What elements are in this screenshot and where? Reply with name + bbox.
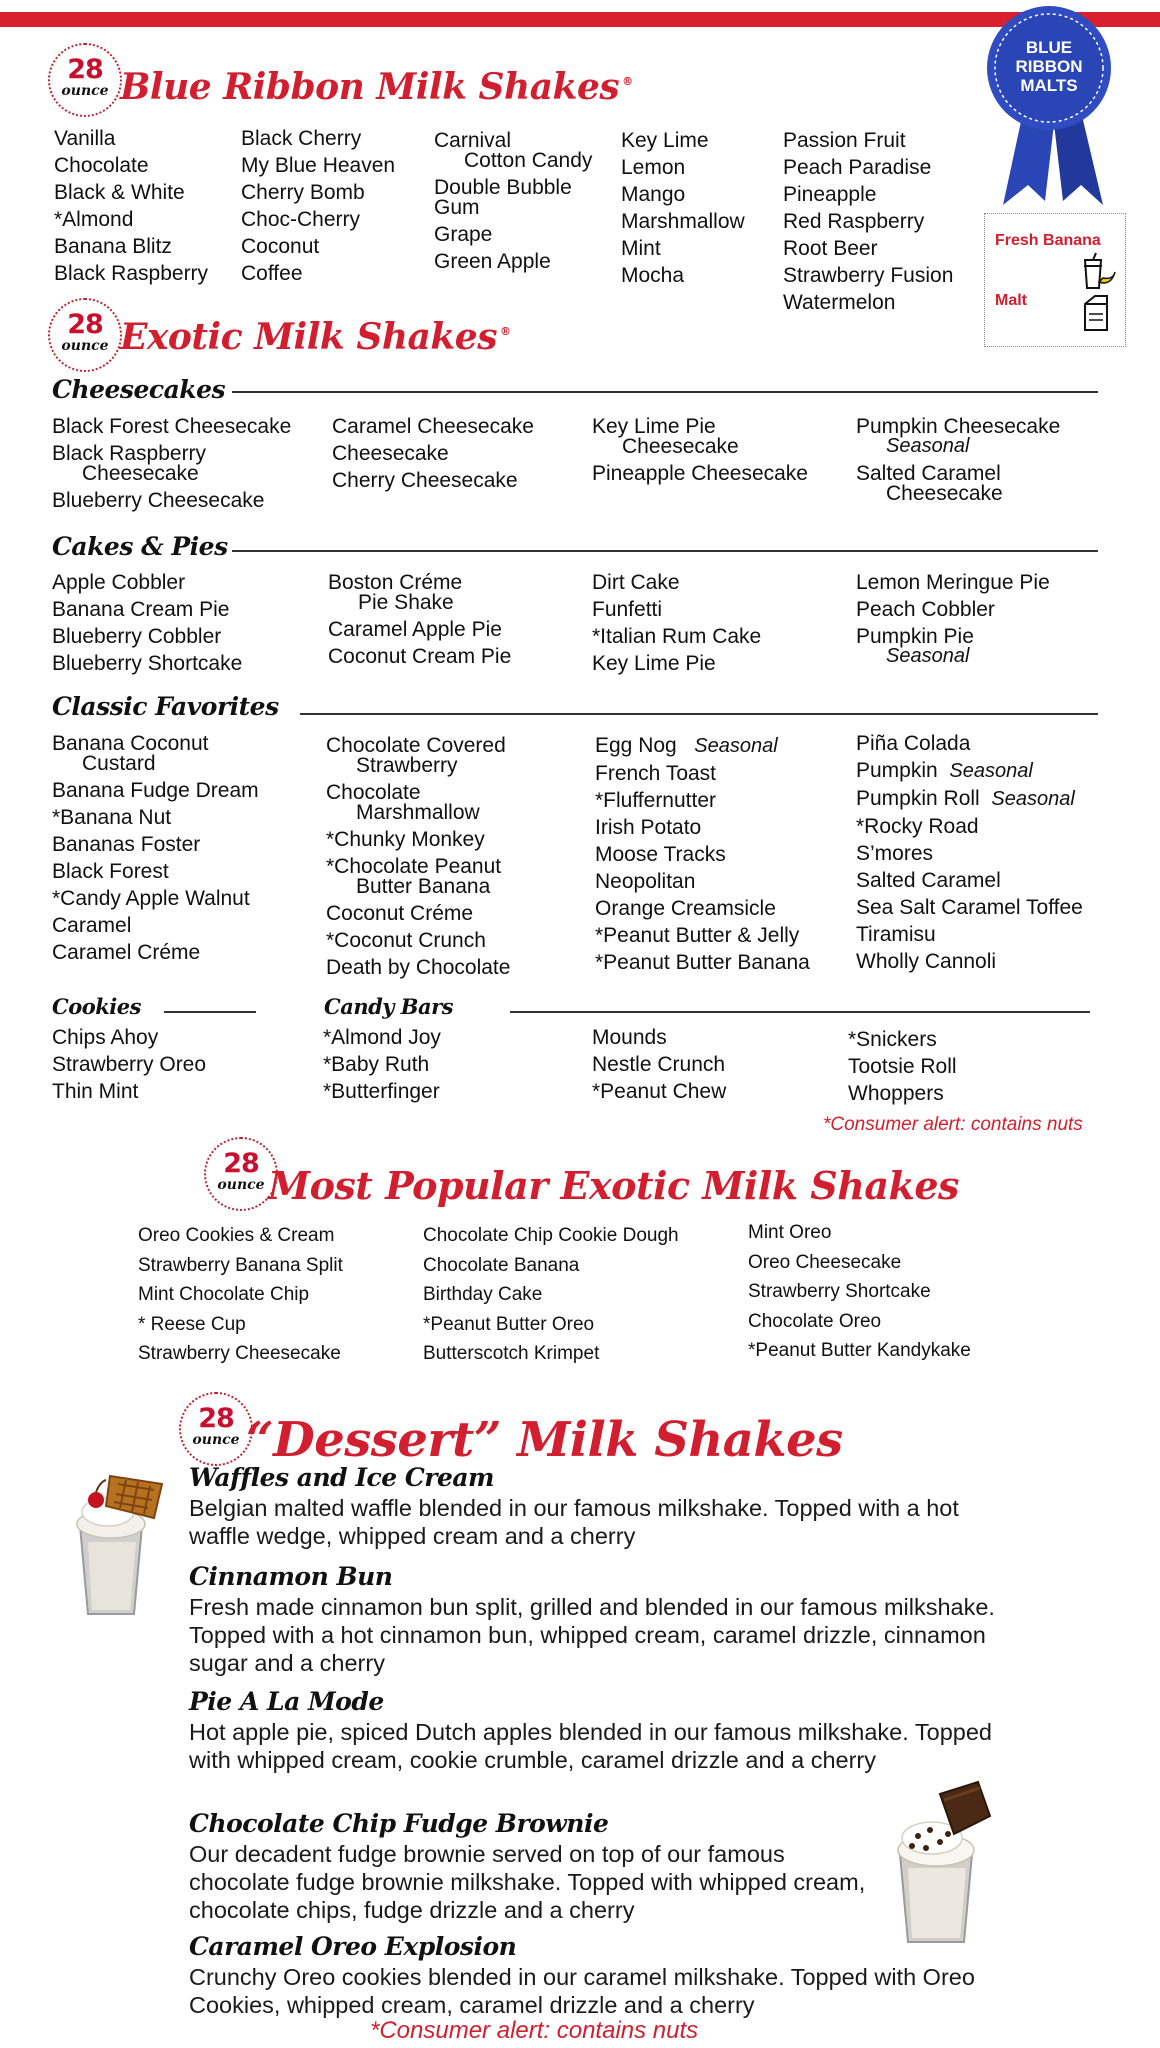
seasonal-note: Seasonal [991, 788, 1075, 810]
list-item: Grape [434, 223, 493, 246]
list-item: Thin Mint [52, 1080, 139, 1103]
list-item: *Peanut Butter & Jelly [595, 924, 800, 947]
list-item: Caramel Cheesecake [332, 415, 534, 438]
list-item: Black Forest Cheesecake [52, 415, 292, 438]
list-item: Tiramisu [856, 923, 936, 946]
cookies-col [52, 1024, 206, 1105]
ounce-badge [48, 43, 122, 117]
list-item: Banana Cream Pie [52, 598, 230, 621]
list-item-continued: Gum [434, 196, 480, 219]
list-item: Tootsie Roll [848, 1055, 957, 1078]
badge-number: 28 [223, 1148, 259, 1179]
list-item-continued: Cotton Candy [464, 149, 593, 172]
list-item: Pineapple Cheesecake [592, 462, 808, 485]
list-item: Wholly Cannoli [856, 950, 997, 973]
list-item: Coffee [241, 262, 303, 285]
list-item: Pineapple [783, 183, 877, 206]
legend-fresh-banana: Fresh Banana [995, 232, 1101, 249]
list-item: Birthday Cake [423, 1284, 543, 1305]
dessert-item-name: Caramel Oreo Explosion [189, 1932, 517, 1961]
cakes-col-4 [856, 569, 1050, 670]
classic-col-1 [52, 730, 259, 966]
classic-col-3 [595, 732, 810, 976]
ribbon-line-2: RIBBON [1015, 57, 1083, 76]
list-item: Nestle Crunch [592, 1053, 726, 1076]
list-item: Bananas Foster [52, 833, 201, 856]
classic-col-4 [856, 730, 1083, 975]
blue-ribbon-malts-badge [983, 5, 1115, 205]
cheesecakes-col-2 [332, 413, 534, 494]
list-item: Cheesecake [332, 442, 449, 465]
list-item: *Peanut Chew [592, 1080, 727, 1103]
list-item: Boston Créme [328, 571, 463, 594]
list-item: *Banana Nut [52, 806, 172, 829]
list-item: Watermelon [783, 291, 896, 314]
list-item: Banana Blitz [54, 235, 172, 258]
list-item: Cherry Cheesecake [332, 469, 518, 492]
seasonal-note: Seasonal [886, 645, 970, 667]
dessert-item-name: Waffles and Ice Cream [189, 1463, 495, 1492]
dessert-item-name: Pie A La Mode [189, 1687, 384, 1716]
list-item: Caramel [52, 914, 132, 937]
list-item: *Snickers [848, 1028, 937, 1051]
list-item: Chocolate Oreo [748, 1310, 882, 1332]
popular-col-3 [748, 1218, 971, 1366]
list-item: Mounds [592, 1026, 667, 1049]
list-item: Butterscotch Krimpet [423, 1343, 600, 1364]
legend-box [984, 213, 1126, 347]
list-item: Double Bubble [434, 176, 572, 199]
list-item: Lemon [621, 156, 686, 179]
badge-unit: ounce [61, 338, 109, 354]
list-item: Whoppers [848, 1082, 944, 1105]
list-item: Cherry Bomb [241, 181, 365, 204]
dessert-item-desc: Crunchy Oreo cookies blended in our caramel milkshake. Topped with Oreo Cookies, whipped cream, caramel drizzle and a cherry [189, 1964, 975, 2018]
list-item: Salted Caramel [856, 462, 1001, 485]
list-item: Lemon Meringue Pie [856, 571, 1050, 594]
list-item: Apple Cobbler [52, 571, 186, 594]
ribbon-line-1: BLUE [1025, 38, 1073, 57]
ribbon-line-3: MALTS [1020, 76, 1078, 95]
banana-cup-icon [1079, 252, 1117, 292]
list-item: Caramel Créme [52, 941, 201, 964]
section-divider [164, 1011, 256, 1013]
list-item: Marshmallow [621, 210, 745, 233]
malt-carton-icon [1081, 294, 1111, 332]
list-item: Mango [621, 183, 686, 206]
list-item: Sea Salt Caramel Toffee [856, 896, 1083, 919]
list-item: Blueberry Cobbler [52, 625, 222, 648]
list-item: Chocolate [326, 781, 421, 804]
list-item: *Fluffernutter [595, 789, 717, 812]
list-item: * Reese Cup [138, 1313, 246, 1335]
badge-unit: ounce [192, 1432, 240, 1448]
list-item: Mint [621, 237, 661, 260]
exotic-title-text: Exotic Milk Shakes [120, 316, 497, 358]
dessert-item-name: Cinnamon Bun [189, 1562, 393, 1591]
list-item: Mint Oreo [748, 1222, 832, 1243]
list-item: Dirt Cake [592, 571, 680, 594]
registered-mark: ® [622, 75, 633, 88]
list-item: Caramel Apple Pie [328, 618, 502, 641]
list-item: Coconut [241, 235, 320, 258]
list-item: Peach Cobbler [856, 598, 995, 621]
list-item: *Baby Ruth [323, 1053, 430, 1076]
list-item: Neopolitan [595, 870, 696, 893]
list-item: French Toast [595, 762, 717, 785]
dessert-title: “Dessert” Milk Shakes [246, 1412, 843, 1468]
list-item: Carnival [434, 129, 512, 152]
candy-col-1 [323, 1024, 441, 1105]
list-item: *Butterfinger [323, 1080, 440, 1103]
list-item: Funfetti [592, 598, 663, 621]
seasonal-note: Seasonal [886, 435, 970, 457]
list-item: Choc-Cherry [241, 208, 361, 231]
consumer-alert: *Consumer alert: contains nuts [823, 1114, 1083, 1135]
list-item: Chocolate Banana [423, 1254, 580, 1276]
list-item: Passion Fruit [783, 129, 906, 152]
list-item: Blueberry Shortcake [52, 652, 243, 675]
dessert-item-name: Chocolate Chip Fudge Brownie [189, 1809, 609, 1838]
ounce-badge [179, 1392, 253, 1466]
most-popular-title: Most Popular Exotic Milk Shakes [268, 1163, 959, 1208]
badge-unit: ounce [61, 83, 109, 99]
list-item: *Peanut Butter Banana [595, 951, 810, 974]
list-item: Coconut Cream Pie [328, 645, 512, 668]
list-item: *Peanut Butter Oreo [423, 1313, 595, 1335]
list-item: Oreo Cheesecake [748, 1251, 902, 1273]
list-item: Strawberry Cheesecake [138, 1343, 341, 1364]
list-item: Moose Tracks [595, 843, 726, 866]
list-item: Black Forest [52, 860, 169, 883]
list-item-continued: Pie Shake [358, 591, 454, 614]
badge-number: 28 [67, 309, 103, 340]
list-item: Oreo Cookies & Cream [138, 1225, 335, 1246]
list-item: Key Lime [621, 129, 709, 152]
list-item [856, 757, 1083, 785]
list-item: Banana Fudge Dream [52, 779, 259, 802]
cheesecakes-heading: Cheesecakes [52, 375, 226, 404]
list-item: Salted Caramel [856, 869, 1001, 892]
list-item: Red Raspberry [783, 210, 925, 233]
badge-unit: ounce [217, 1177, 265, 1193]
registered-mark: ® [499, 325, 511, 338]
candy-bars-heading: Candy Bars [324, 994, 454, 1019]
cookies-heading: Cookies [52, 994, 141, 1019]
list-item: *Coconut Crunch [326, 929, 486, 952]
list-item: Chips Ahoy [52, 1026, 159, 1049]
list-item: Vanilla [54, 127, 116, 150]
legend-malt: Malt [995, 292, 1027, 309]
list-item: Green Apple [434, 250, 551, 273]
list-item: Key Lime Pie [592, 415, 716, 438]
list-item-continued: Strawberry [356, 754, 458, 777]
item-text: Egg Nog [595, 734, 677, 757]
ounce-badge [48, 298, 122, 372]
cheesecakes-col-1 [52, 413, 291, 514]
item-text: Pumpkin Roll [856, 787, 980, 810]
list-item: Irish Potato [595, 816, 702, 839]
list-item: Black Raspberry [54, 262, 209, 285]
ounce-badge [204, 1137, 278, 1211]
consumer-alert: *Consumer alert: contains nuts [370, 2017, 699, 2044]
list-item: Black Cherry [241, 127, 362, 150]
item-text: Pumpkin [856, 759, 938, 782]
list-item [856, 785, 1083, 813]
list-item: Piña Colada [856, 732, 971, 755]
blue-ribbon-title-text: Blue Ribbon Milk Shakes [120, 66, 620, 108]
list-item-continued: Butter Banana [356, 875, 491, 898]
cakes-col-1 [52, 569, 242, 677]
list-item: Coconut Créme [326, 902, 474, 925]
list-item: Strawberry Banana Split [138, 1254, 343, 1276]
cakes-col-2 [328, 569, 511, 670]
list-item: *Candy Apple Walnut [52, 887, 250, 910]
list-item-continued: Marshmallow [356, 801, 480, 824]
dessert-item-desc: Fresh made cinnamon bun split, grilled and blended in our famous milkshake. Topped with a hot cinnamon bun, whipped cream, caramel drizzle, cinnamon sugar and a cherry [189, 1594, 995, 1676]
list-item: My Blue Heaven [241, 154, 396, 177]
seasonal-note: Seasonal [694, 735, 778, 757]
classic-favorites-heading: Classic Favorites [52, 692, 279, 721]
section-divider [232, 550, 1098, 552]
list-item-continued: Custard [82, 752, 156, 775]
list-item: *Peanut Butter Kandykake [748, 1340, 971, 1361]
section-divider [232, 391, 1098, 393]
cheesecakes-col-3 [592, 413, 808, 487]
brownie-milkshake-image [882, 1776, 994, 1946]
list-item: *Almond [54, 208, 134, 231]
blue-ribbon-col-4 [621, 127, 745, 289]
section-divider [300, 713, 1098, 715]
list-item: Chocolate Chip Cookie Dough [423, 1225, 679, 1246]
list-item: Orange Creamsicle [595, 897, 776, 920]
list-item: Pumpkin Pie [856, 625, 974, 648]
list-item: Banana Coconut [52, 732, 209, 755]
blue-ribbon-col-3 [434, 127, 592, 275]
blue-ribbon-col-5 [783, 127, 953, 316]
waffle-milkshake-image [58, 1462, 170, 1622]
candy-col-3 [848, 1026, 957, 1107]
blue-ribbon-title [120, 66, 633, 108]
list-item: Pumpkin Cheesecake [856, 415, 1061, 438]
list-item: Strawberry Shortcake [748, 1281, 931, 1302]
list-item: Chocolate [54, 154, 149, 177]
list-item-continued: Cheesecake [82, 462, 199, 485]
list-item: Strawberry Oreo [52, 1053, 207, 1076]
list-item: *Chunky Monkey [326, 828, 485, 851]
list-item: Peach Paradise [783, 156, 932, 179]
list-item: Black & White [54, 181, 185, 204]
list-item: S’mores [856, 842, 934, 865]
list-item [595, 732, 810, 760]
dessert-item-desc: Our decadent fudge brownie served on top of our famous chocolate fudge brownie milkshake. Topped with whipped cream, chocolate chips, fudge drizzle and a cherry [189, 1841, 866, 1923]
exotic-title [120, 316, 510, 358]
list-item: *Italian Rum Cake [592, 625, 762, 648]
list-item: Mocha [621, 264, 685, 287]
list-item: Blueberry Cheesecake [52, 489, 265, 512]
list-item: Mint Chocolate Chip [138, 1284, 310, 1305]
list-item: Chocolate Covered [326, 734, 506, 757]
classic-col-2 [326, 732, 510, 981]
section-divider [510, 1011, 1090, 1013]
badge-number: 28 [67, 54, 103, 85]
list-item: Black Raspberry [52, 442, 207, 465]
cakes-pies-heading: Cakes & Pies [52, 532, 228, 561]
list-item-continued: Cheesecake [886, 482, 1003, 505]
popular-col-1 [138, 1221, 343, 1369]
blue-ribbon-col-1 [54, 125, 208, 287]
cheesecakes-col-4 [856, 413, 1060, 507]
blue-ribbon-col-2 [241, 125, 395, 287]
list-item: Root Beer [783, 237, 878, 260]
badge-number: 28 [198, 1403, 234, 1434]
list-item: Death by Chocolate [326, 956, 511, 979]
list-item: *Rocky Road [856, 815, 979, 838]
seasonal-note: Seasonal [949, 760, 1033, 782]
popular-col-2 [423, 1221, 679, 1369]
list-item: *Almond Joy [323, 1026, 441, 1049]
dessert-item-desc: Belgian malted waffle blended in our famous milkshake. Topped with a hot waffle wedge, whipped cream and a cherry [189, 1495, 959, 1549]
candy-col-2 [592, 1024, 726, 1105]
list-item: Key Lime Pie [592, 652, 716, 675]
cakes-col-3 [592, 569, 761, 677]
dessert-item-desc: Hot apple pie, spiced Dutch apples blended in our famous milkshake. Topped with whipped cream, cookie crumble, caramel drizzle and a cherry [189, 1719, 992, 1773]
list-item-continued: Cheesecake [622, 435, 739, 458]
list-item: *Chocolate Peanut [326, 855, 502, 878]
list-item: Strawberry Fusion [783, 264, 954, 287]
